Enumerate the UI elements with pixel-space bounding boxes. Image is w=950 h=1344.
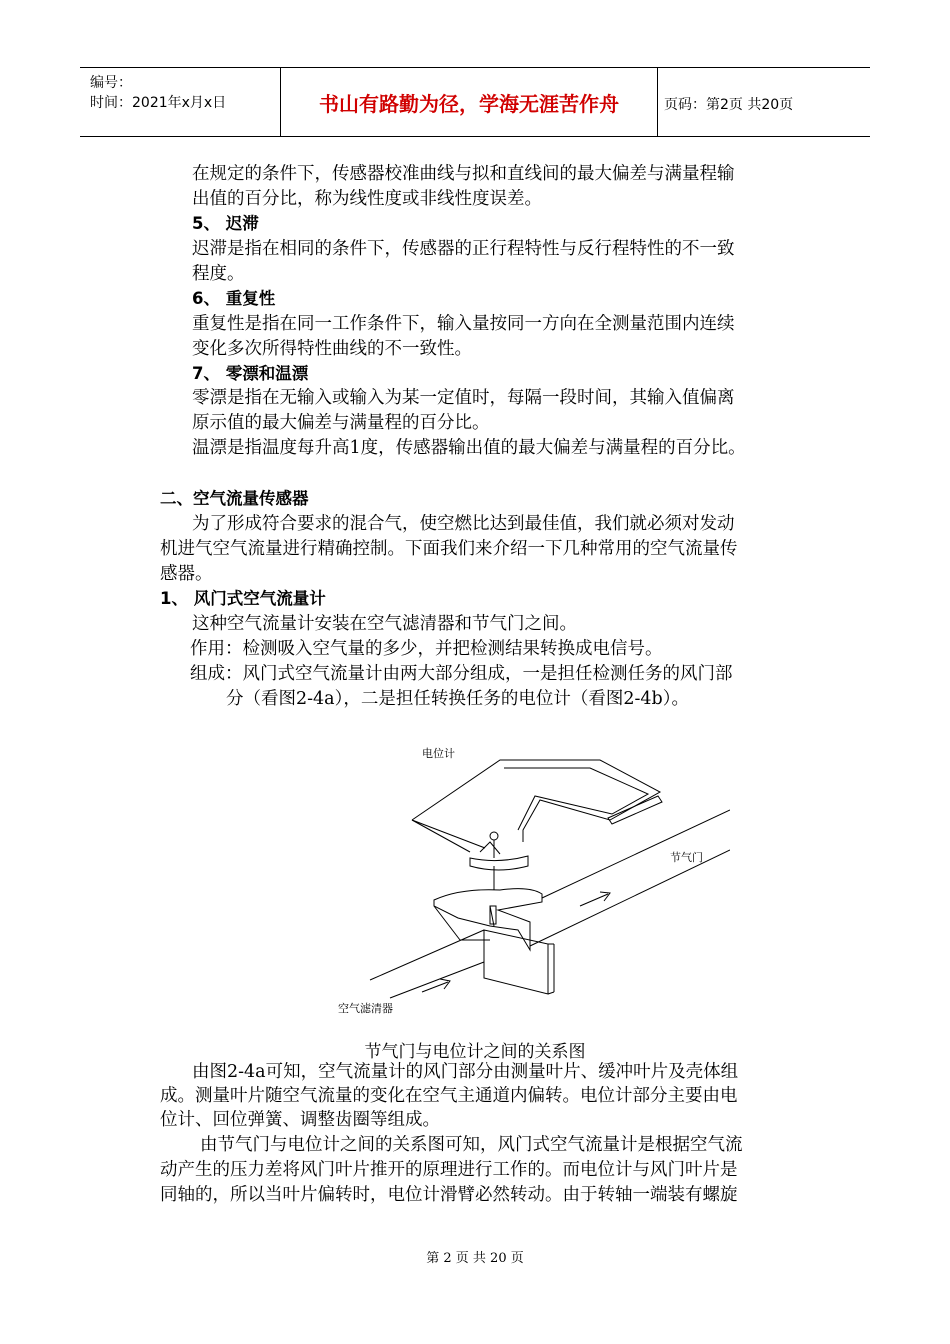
section-heading: 二、空气流量传感器 [160, 489, 309, 508]
paragraph-line: 机进气空气流量进行精确控制。下面我们来介绍一下几种常用的空气流量传 [160, 539, 738, 559]
page-footer: 第 2 页 共 20 页 [426, 1251, 524, 1266]
date-label: 时间：2021年x月x日 [90, 95, 227, 111]
potentiometer-housing [370, 760, 730, 998]
figure-caption: 节气门与电位计之间的关系图 [364, 1042, 586, 1062]
subheading-drift: 7、 零漂和温漂 [192, 364, 309, 383]
subheading-vane-meter: 1、 风门式空气流量计 [160, 589, 326, 608]
paragraph-line: 组成：风门式空气流量计由两大部分组成，一是担任检测任务的风门部 [190, 664, 733, 684]
page-info: 页码：第2页 共20页 [664, 97, 794, 113]
subheading-repeatability: 6、 重复性 [192, 289, 276, 308]
paragraph-line: 分（看图2-4a），二是担任转换任务的电位计（看图2-4b）。 [226, 689, 689, 709]
paragraph-line: 零漂是指在无输入或输入为某一定值时，每隔一段时间，其输入值偏离 [192, 388, 735, 408]
paragraph-line: 迟滞是指在相同的条件下，传感器的正行程特性与反行程特性的不一致 [192, 239, 735, 259]
header-meta-cell [80, 68, 281, 136]
vane-meter-diagram [330, 730, 730, 1030]
paragraph-line: 出值的百分比，称为线性度或非线性度误差。 [192, 189, 542, 209]
paragraph-line: 程度。 [192, 264, 245, 284]
paragraph-line: 作用：检测吸入空气量的多少，并把检测结果转换成电信号。 [190, 639, 663, 659]
paragraph-line: 同轴的，所以当叶片偏转时，电位计滑臂必然转动。由于转轴一端装有螺旋 [160, 1185, 738, 1205]
paragraph-line: 原示值的最大偏差与满量程的百分比。 [192, 413, 490, 433]
paragraph-line: 动产生的压力差将风门叶片推开的原理进行工作的。而电位计与风门叶片是 [160, 1160, 738, 1180]
paragraph-line: 由图2-4a可知，空气流量计的风门部分由测量叶片、缓冲叶片及壳体组 [192, 1062, 739, 1082]
motto: 书山有路勤为径，学海无涯苦作舟 [281, 68, 658, 136]
subheading-hysteresis: 5、 迟滞 [192, 214, 259, 233]
header-table [80, 67, 870, 137]
paragraph-line: 由节气门与电位计之间的关系图可知，风门式空气流量计是根据空气流 [200, 1135, 743, 1155]
potentiometer-label: 电位计 [422, 747, 455, 760]
paragraph-line: 成。测量叶片随空气流量的变化在空气主通道内偏转。电位计部分主要由电 [160, 1086, 738, 1106]
air-filter-label: 空气滤清器 [338, 1002, 393, 1015]
paragraph-line: 这种空气流量计安装在空气滤清器和节气门之间。 [192, 614, 577, 634]
paragraph-line: 变化多次所得特性曲线的不一致性。 [192, 339, 472, 359]
number-label: 编号： [90, 75, 132, 91]
paragraph-line: 位计、回位弹簧、调整齿圈等组成。 [160, 1110, 440, 1130]
paragraph-line: 温漂是指温度每升高1度，传感器输出值的最大偏差与满量程的百分比。 [192, 438, 746, 458]
throttle-label: 节气门 [670, 851, 703, 864]
paragraph-line: 感器。 [160, 564, 213, 584]
paragraph-line: 在规定的条件下，传感器校准曲线与拟和直线间的最大偏差与满量程输 [192, 164, 735, 184]
paragraph-line: 重复性是指在同一工作条件下，输入量按同一方向在全测量范围内连续 [192, 314, 735, 334]
paragraph-line: 为了形成符合要求的混合气，使空燃比达到最佳值，我们就必须对发动 [192, 514, 735, 534]
